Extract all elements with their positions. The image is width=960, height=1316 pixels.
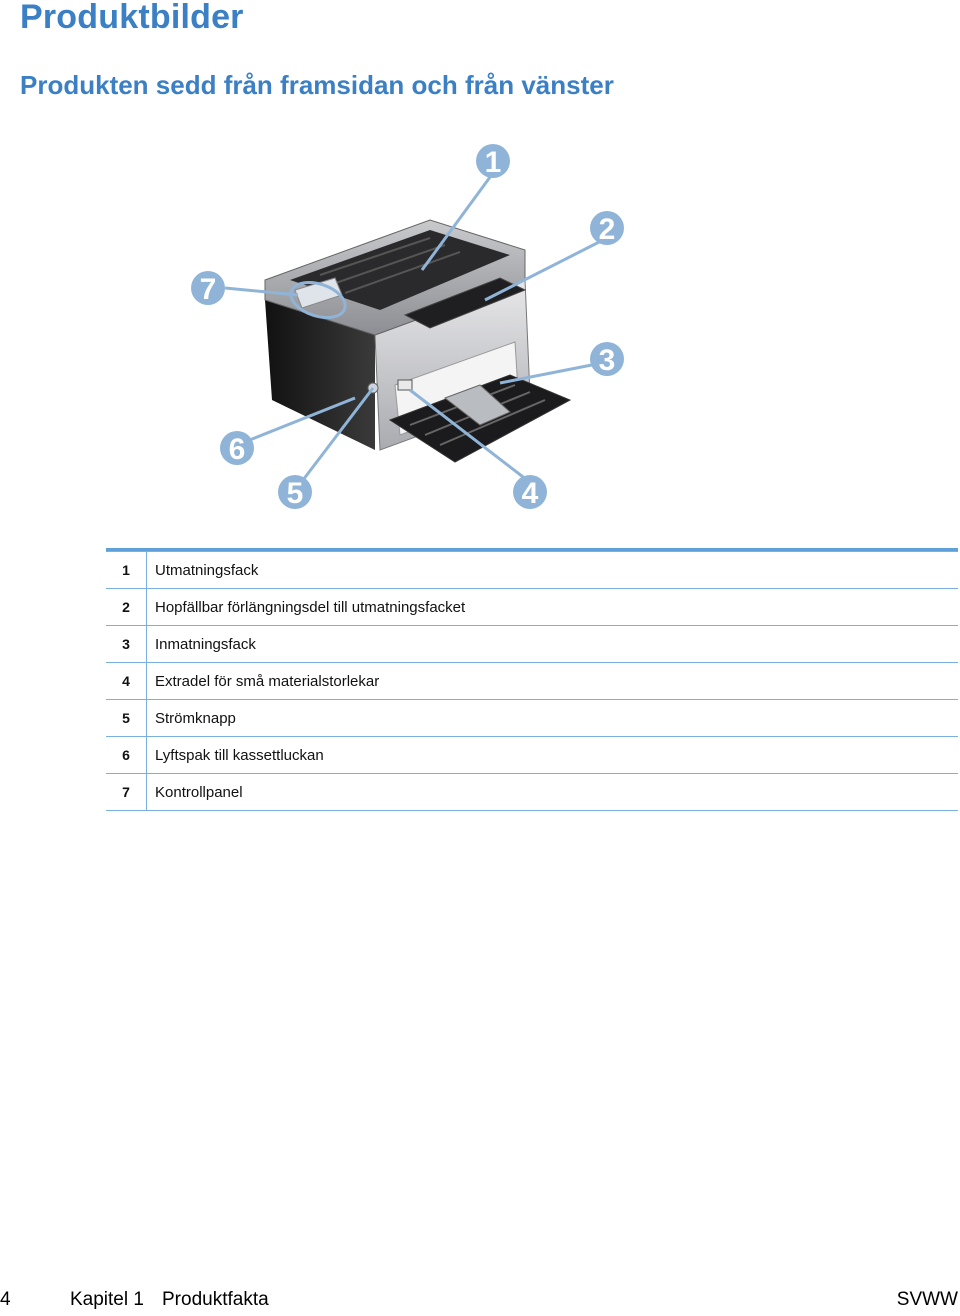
legend-row	[106, 774, 958, 811]
callout-label: 2	[598, 213, 616, 246]
page-footer	[0, 1289, 960, 1315]
legend-number: 5	[106, 700, 147, 737]
legend-number: 6	[106, 737, 147, 774]
footer-chapter-title: Produktfakta	[162, 1289, 269, 1310]
callout-label: 5	[286, 477, 304, 510]
callout-label: 3	[598, 344, 616, 377]
printer-body	[265, 220, 570, 462]
footer-locale: SVWW	[896, 1289, 958, 1310]
callout-1	[476, 144, 510, 179]
legend-number: 2	[106, 589, 147, 626]
legend-number: 1	[106, 552, 147, 589]
callout-label: 7	[199, 273, 217, 306]
legend-table	[106, 548, 958, 811]
callout-5	[278, 475, 312, 510]
callout-3	[590, 342, 624, 377]
legend-text: Inmatningsfack	[147, 626, 959, 663]
section-title: Produkten sedd från framsidan och från vänster	[20, 70, 614, 100]
legend-text: Kontrollpanel	[147, 774, 959, 811]
legend-text: Lyftspak till kassettluckan	[147, 737, 959, 774]
footer-chapter: Kapitel 1	[70, 1289, 144, 1310]
legend-number: 4	[106, 663, 147, 700]
callout-2	[590, 211, 624, 246]
legend-row	[106, 552, 958, 589]
legend-text: Hopfällbar förlängningsdel till utmatningsfacket	[147, 589, 959, 626]
legend-text: Extradel för små materialstorlekar	[147, 663, 959, 700]
legend-row	[106, 626, 958, 663]
callout-label: 1	[484, 146, 502, 179]
callout-4	[513, 475, 547, 510]
legend-row	[106, 700, 958, 737]
legend-text: Utmatningsfack	[147, 552, 959, 589]
legend-row	[106, 737, 958, 774]
legend-row	[106, 589, 958, 626]
page-title: Produktbilder	[20, 0, 244, 36]
callout-7	[191, 271, 225, 306]
legend-number: 7	[106, 774, 147, 811]
footer-page-number: 4	[0, 1289, 11, 1310]
callout-label: 4	[521, 477, 539, 510]
callout-6	[220, 431, 254, 466]
legend-row	[106, 663, 958, 700]
printer-illustration	[180, 130, 640, 520]
callout-label: 6	[228, 433, 246, 466]
legend-text: Strömknapp	[147, 700, 959, 737]
legend-number: 3	[106, 626, 147, 663]
